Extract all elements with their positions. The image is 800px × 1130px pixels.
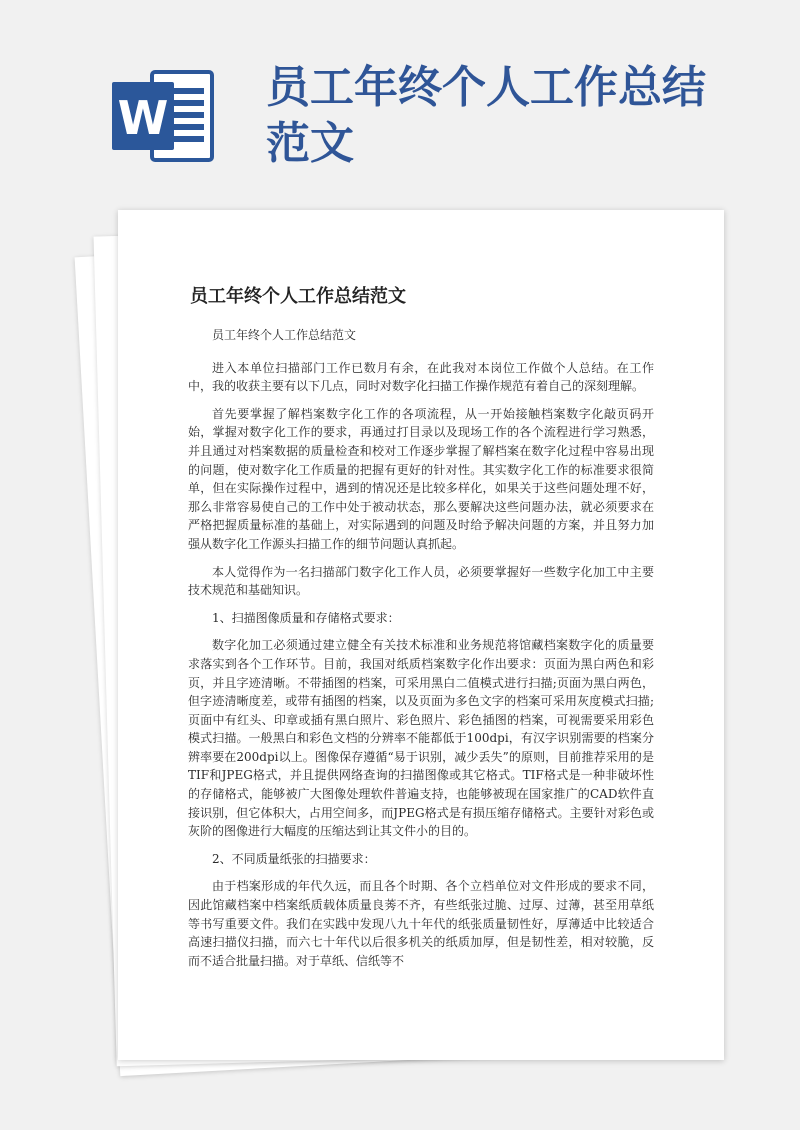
document-subtitle: 员工年终个人工作总结范文	[212, 328, 357, 342]
word-document-icon	[112, 68, 214, 164]
document-page	[118, 210, 724, 1060]
paragraph: 首先要掌握了解档案数字化工作的各项流程，从一开始接触档案数字化敲页码开始，掌握对数字化工作的要求，再通过打目录以及现场工作的各个流程进行学习熟悉，并且通过对档案数据的质量检查和校对工作逐步掌握了解档案在数字化过程中容易出现的问题，使对数字化工作质量的把握有更好的针对性。其实数字化工作的标准要求很简单，但在实际操作过程中，遇到的情况还是比较多样化，如果关于这些问题处理不好，那么非常容易使自己的工作中处于被动状态，那么要解决这些问题办法，就必须要求在严格把握质量标准的基础上，对实际遇到的问题及时给予解决问题的方案，并且努力加强从数字化工作源头扫描工作的细节问题认真抓起。	[188, 406, 654, 551]
paragraph: 由于档案形成的年代久远，而且各个时期、各个立档单位对文件形成的要求不同，因此馆藏档案中档案纸质载体质量良莠不齐，有些纸张过脆、过厚、过薄，甚至用草纸等书写重要文件。我们在实践中发现八九十年代的纸张质量韧性好，厚薄适中比较适合高速扫描仪扫描，而六七十年代以后很多机关的纸质加厚，但是韧性差，相对较脆，反而不适合批量扫描。对于草纸、信纸等不	[188, 879, 654, 968]
section-heading: 2、不同质量纸张的扫描要求：	[212, 851, 376, 866]
paragraph: 进入本单位扫描部门工作已数月有余，在此我对本岗位工作做个人总结。在工作中，我的收获主要有以下几点，同时对数字化扫描工作操作规范有着自己的深刻理解。	[188, 360, 654, 394]
section-heading: 1、扫描图像质量和存储格式要求：	[212, 610, 400, 625]
word-icon-letter: W	[117, 91, 169, 145]
paragraph: 本人觉得作为一名扫描部门数字化工作人员，必须要掌握好一些数字化加工中主要技术规范和基础知识。	[188, 564, 654, 598]
document-body	[188, 326, 654, 979]
document-heading: 员工年终个人工作总结范文	[190, 286, 406, 307]
page-title: 员工年终个人工作总结范文	[266, 62, 706, 169]
paragraph: 数字化加工必须通过建立健全有关技术标准和业务规范将馆藏档案数字化的质量要求落实到各个工作环节。目前，我国对纸质档案数字化作出要求：页面为黑白两色和彩页，并且字迹清晰。不带插图的档案，可采用黑白二值模式进行扫描;页面为黑白两色，但字迹清晰度差，或带有插图的档案，以及页面为多色文字的档案可采用灰度模式扫描;页面中有红头、印章或插有黑白照片、彩色照片、彩色插图的档案，可视需要采用彩色模式扫描。一般黑白和彩色文档的分辨率不能都低于100dpi，有汉字识别需要的档案分辨率要在200dpi以上。图像保存遵循“易于识别，减少丢失”的原则，目前推荐采用的是TIF和JPEG格式，并且提供网络查询的扫描图像或其它格式。TIF格式是一种非破坏性的存储格式，能够被广大图像处理软件普遍支持，也能够被现在国家推广的CAD软件直接识别，但它体积大，占用空间多，而JPEG格式是有损压缩存储格式。主要针对彩色或灰阶的图像进行大幅度的压缩达到让其文件小的目的。	[188, 638, 654, 839]
